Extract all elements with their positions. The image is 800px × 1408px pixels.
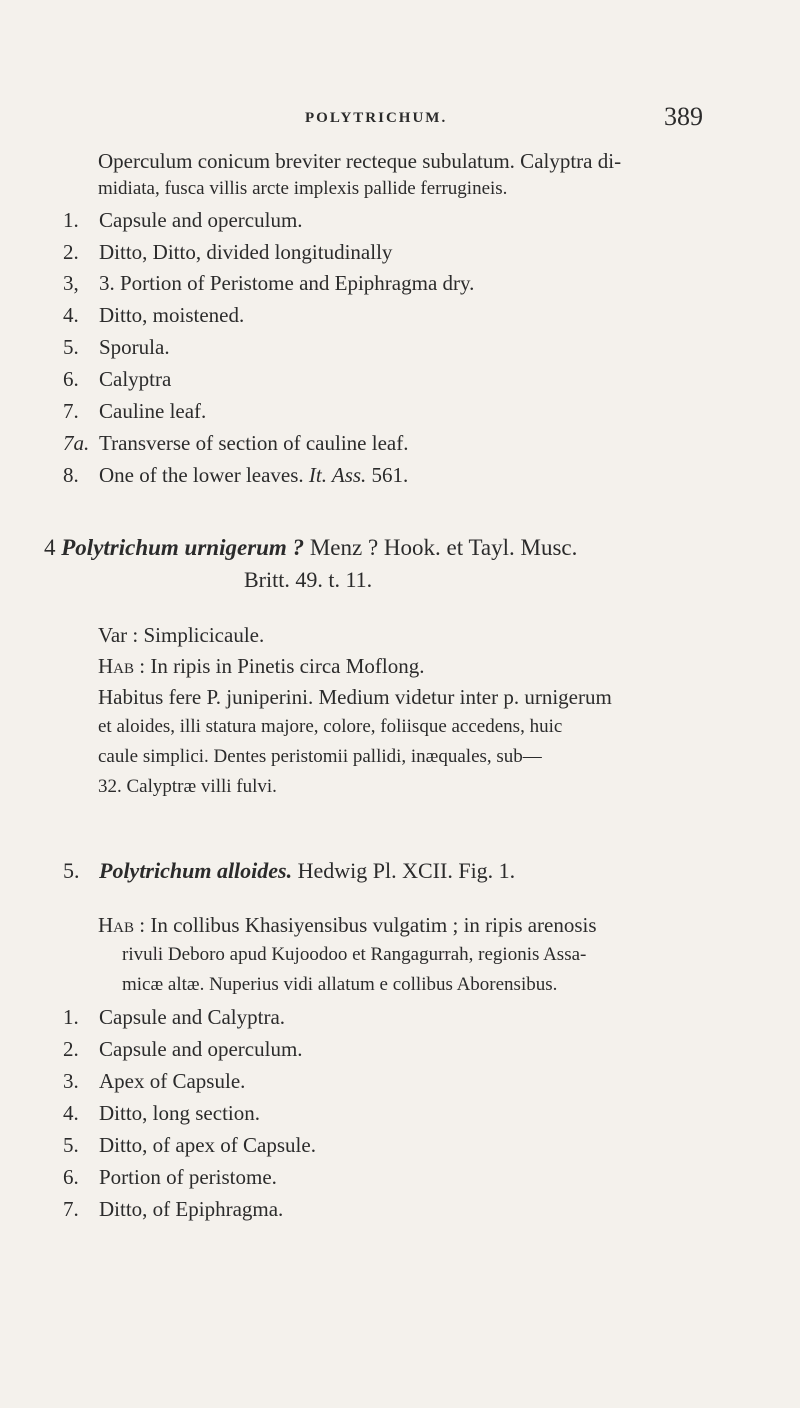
- figure-number: 2.: [63, 240, 79, 264]
- figure-text: One of the lower leaves.: [99, 463, 304, 487]
- habitat-line: rivuli Deboro apud Kujoodoo et Rangagurrah, regionis Assa-: [122, 944, 587, 965]
- figure-item: [63, 1004, 285, 1030]
- figure-item: [63, 270, 474, 296]
- species-heading: [63, 858, 515, 884]
- figure-item: [63, 1132, 316, 1158]
- figure-number: 6.: [63, 367, 79, 391]
- species-authority: Menz ? Hook. et Tayl. Musc.: [309, 535, 578, 560]
- habitat-label: Hab :: [98, 654, 146, 678]
- species-name: Polytrichum alloides.: [99, 858, 293, 883]
- figure-text: Sporula.: [99, 335, 170, 359]
- figure-number: 7.: [63, 399, 79, 423]
- species-number: 5.: [63, 858, 80, 883]
- figure-number: 8.: [63, 463, 79, 487]
- habitat-text: In collibus Khasiyensibus vulgatim ; in ripis arenosis: [150, 913, 597, 937]
- figure-text: Transverse of section of cauline leaf.: [99, 431, 409, 455]
- habitat-text: In ripis in Pinetis circa Moflong.: [150, 654, 425, 678]
- variety-text: Simplicicaule.: [143, 623, 265, 647]
- page-number: 389: [664, 102, 703, 131]
- description-line: Operculum conicum breviter recteque subulatum. Calyptra di-: [98, 149, 622, 173]
- habitus-line: caule simplici. Dentes peristomii pallidi, inæquales, sub—: [98, 746, 542, 767]
- figure-text: Ditto, long section.: [99, 1101, 260, 1125]
- figure-item: [63, 366, 171, 392]
- habitus-line: Habitus fere P. juniperini. Medium videtur inter p. urnigerum: [98, 685, 612, 709]
- figure-text: Calyptra: [99, 367, 172, 391]
- figure-text: Apex of Capsule.: [99, 1069, 246, 1093]
- habitat-line: [98, 912, 597, 938]
- figure-reference-number: 561.: [371, 463, 409, 487]
- figure-number: 4.: [63, 1101, 79, 1125]
- species-reference: Britt. 49. t. 11.: [244, 567, 373, 592]
- figure-reference: It. Ass.: [308, 463, 367, 487]
- species-name: Polytrichum urnigerum ?: [61, 535, 305, 560]
- figure-text: Ditto, of Epiphragma.: [99, 1197, 284, 1221]
- figure-number: 4.: [63, 303, 79, 327]
- variety-line: [98, 622, 264, 648]
- description-line: midiata, fusca villis arcte implexis pallide ferrugineis.: [98, 178, 508, 199]
- figure-item: [63, 207, 303, 233]
- figure-text: 3. Portion of Peristome and Epiphragma dry.: [99, 271, 475, 295]
- figure-item: [63, 430, 408, 456]
- figure-number: 5.: [63, 335, 79, 359]
- figure-text: Capsule and operculum.: [99, 1037, 303, 1061]
- figure-item: [63, 1164, 277, 1190]
- figure-number: 3,: [63, 271, 79, 295]
- figure-item: [63, 302, 244, 328]
- figure-item: [63, 398, 206, 424]
- figure-text: Ditto, of apex of Capsule.: [99, 1133, 316, 1157]
- figure-number: 7.: [63, 1197, 79, 1221]
- figure-number: 6.: [63, 1165, 79, 1189]
- species-authority: Hedwig Pl. XCII. Fig. 1.: [297, 858, 516, 883]
- figure-item: [63, 1068, 245, 1094]
- figure-item: [63, 334, 170, 360]
- figure-number: 2.: [63, 1037, 79, 1061]
- figure-item: [63, 1100, 260, 1126]
- species-heading: [44, 535, 577, 561]
- figure-number: 7a.: [63, 431, 90, 455]
- figure-number: 1.: [63, 208, 79, 232]
- figure-item: [63, 239, 392, 265]
- figure-number: 5.: [63, 1133, 79, 1157]
- figure-text: Ditto, moistened.: [99, 303, 245, 327]
- figure-item: [63, 1036, 303, 1062]
- running-head: [0, 82, 800, 131]
- habitat-line: micæ altæ. Nuperius vidi allatum e collibus Aborensibus.: [122, 974, 558, 995]
- figure-text: Capsule and Calyptra.: [99, 1005, 286, 1029]
- figure-text: Portion of peristome.: [99, 1165, 277, 1189]
- variety-label: Var :: [98, 623, 139, 647]
- figure-item: [63, 462, 408, 488]
- figure-text: Cauline leaf.: [99, 399, 207, 423]
- habitat-label: Hab :: [98, 913, 146, 937]
- figure-number: 3.: [63, 1069, 79, 1093]
- habitus-line: 32. Calyptræ villi fulvi.: [98, 776, 277, 797]
- figure-text: Capsule and operculum.: [99, 208, 303, 232]
- habitus-line: et aloides, illi statura majore, colore, foliisque accedens, huic: [98, 716, 563, 737]
- page-header-title: POLYTRICHUM.: [305, 110, 448, 126]
- figure-number: 1.: [63, 1005, 79, 1029]
- figure-item: [63, 1196, 283, 1222]
- figure-text: Ditto, Ditto, divided longitudinally: [99, 240, 393, 264]
- species-number: 4: [44, 535, 56, 560]
- habitat-line: [98, 653, 424, 679]
